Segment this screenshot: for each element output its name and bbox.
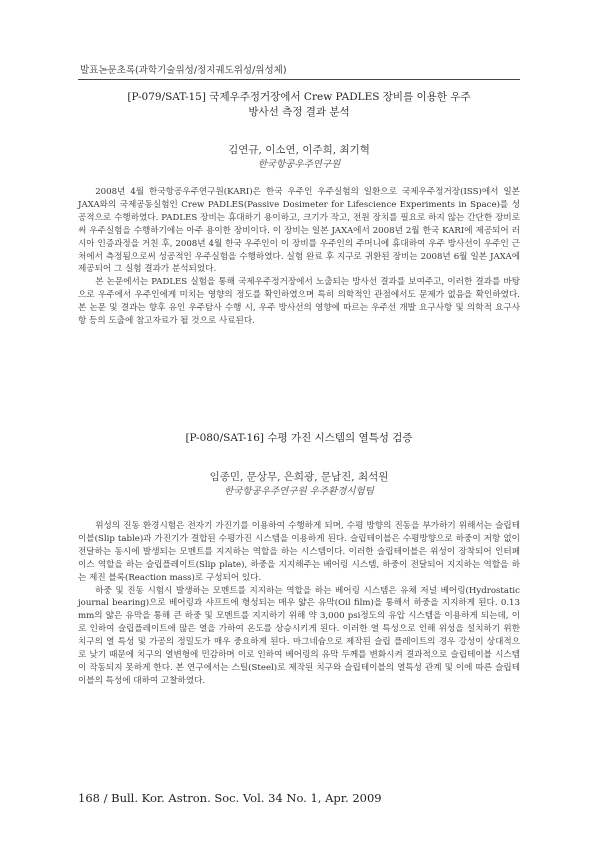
paper-title-line-2: 방사선 측정 결과 분석 xyxy=(248,106,350,118)
header-divider xyxy=(78,79,520,80)
author-list: 김연규, 이소연, 이주희, 최기혁 xyxy=(228,144,370,156)
paper-title-line-1: [P-079/SAT-15] 국제우주정거장에서 Crew PADLES 장비를 이용한 우주 xyxy=(127,91,471,103)
abstract-body xyxy=(78,520,520,688)
abstract-p079 xyxy=(78,90,520,328)
author-list: 임종민, 문상무, 은희광, 문남진, 최석원 xyxy=(209,471,389,483)
abstract-paragraph: 본 논문에서는 PADLES 실험을 통해 국제우주정거장에서 노출되는 방사선 결과를 보여주고, 이러한 결과를 바탕으로 우주에서 우주인에게 미치는 영향의 정도를 확인하였으며 특히 의학적인 관점에서도 문제가 없음을 확인하였다. 본 논문 및 결과는 향후 유인 우주탐사 수행 시, 우주 방사선의 영향에 따르는 우주선 개발 요구사항 및 의학적 요구사항 등의 도출에 참고자료가 될 것으로 사료된다. xyxy=(78,277,520,327)
abstract-body xyxy=(78,186,520,328)
abstract-paragraph: 하중 및 진동 시험시 발생하는 모멘트를 지지하는 역할을 하는 베어링 시스템은 유체 저널 베어링(Hydrostatic journal bearing)으로 베어링과 샤프트에 형성되는 매우 얇은 유막(Oil film)을 통해서 하중을 지지하게 된다. 0.13 mm의 얇은 유막을 통해 큰 하중 및 모멘트를 지지하기 위해 약 3,000 psi정도의 유압 시스템을 이용하게 되는데, 이로 인하여 슬립플레이트에 많은 열을 가하여 온도를 상승시키게 된다. 이러한 열 특성으로 인해 위성을 설치하기 위한 치구의 열 특성 및 가공의 정밀도가 매우 중요하게 된다. 마그네슘으로 제작된 슬립 플레이트의 경우 강성이 상대적으로 낮기 때문에 치구의 열변형에 민감하며 이로 인하여 베어링의 유막 두께를 변화시켜 결과적으로 슬립테이블 시스템이 작동되지 못하게 한다. 본 연구에서는 스틸(Steel)로 제작된 치구와 슬립테이블의 열특성 관계 및 이에 따른 슬립테이블의 특성에 대하여 고찰하였다. xyxy=(78,585,520,686)
affiliation: 한국항공우주연구원 우주환경시험팀 xyxy=(224,486,374,497)
paper-title xyxy=(78,90,520,120)
footer-citation: 168 / Bull. Kor. Astron. Soc. Vol. 34 No. 1, Apr. 2009 xyxy=(78,791,382,805)
running-header-section: 발표논문초록(과학기술위성/정지궤도위성/위성체) xyxy=(80,65,287,76)
paper-title-line-1: [P-080/SAT-16] 수평 가진 시스템의 열특성 검증 xyxy=(185,432,413,444)
paper-title xyxy=(78,431,520,446)
abstract-paragraph: 2008년 4월 한국항공우주연구원(KARI)은 한국 우주인 우주실험의 일환으로 국제우주정거장(ISS)에서 일본 JAXA와의 국제공동실험인 Crew PADLES(Passive Dosimeter for Lifescience Experiments in Space)를 성공적으로 수행하였다. PADLES 장비는 휴대하기 용이하고, 크기가 작고, 전원 장치를 필요로 하지 않는 간단한 장비로써 우주실험을 수행하기에는 아주 용이한 장비이다. 이 장비는 일본 JAXA에서 2008년 2월 한국 KARI에 제공되어 러시아 인증과정을 거친 후, 2008년 4월 한국 우주인이 이 장비를 우주인의 주머니에 휴대하여 우주 방사선이 우주인 근처에서 측정됨으로써 성공적인 우주실험을 수행하였다. 실험 완료 후 지구로 귀환된 장비는 2008년 6월 일본 JAXA에 제공되어 그 실험 결과가 분석되었다. xyxy=(78,187,520,275)
abstract-paragraph: 위성의 진동 환경시험은 전자기 가진기를 이용하여 수행하게 되며, 수평 방향의 진동을 부가하기 위해서는 슬립테이블(Slip table)과 가진기가 결합된 수평가진 시스템을 이용하게 된다. 슬립테이블은 수평방향으로 하중이 저항 없이 전달하는 동시에 발생되는 모멘트를 지지하는 역할을 하는 시스템이다. 이러한 슬립테이블은 위성이 장착되어 인터페이스 역할을 하는 슬립플레이트(Slip plate), 하중을 지지해주는 베어링 시스템, 하중이 전달되어 지지하는 역할을 하는 제진 블록(Reaction mass)로 구성되어 있다. xyxy=(78,521,520,583)
affiliation: 한국항공우주연구원 xyxy=(257,159,341,170)
abstract-p080 xyxy=(78,431,520,688)
